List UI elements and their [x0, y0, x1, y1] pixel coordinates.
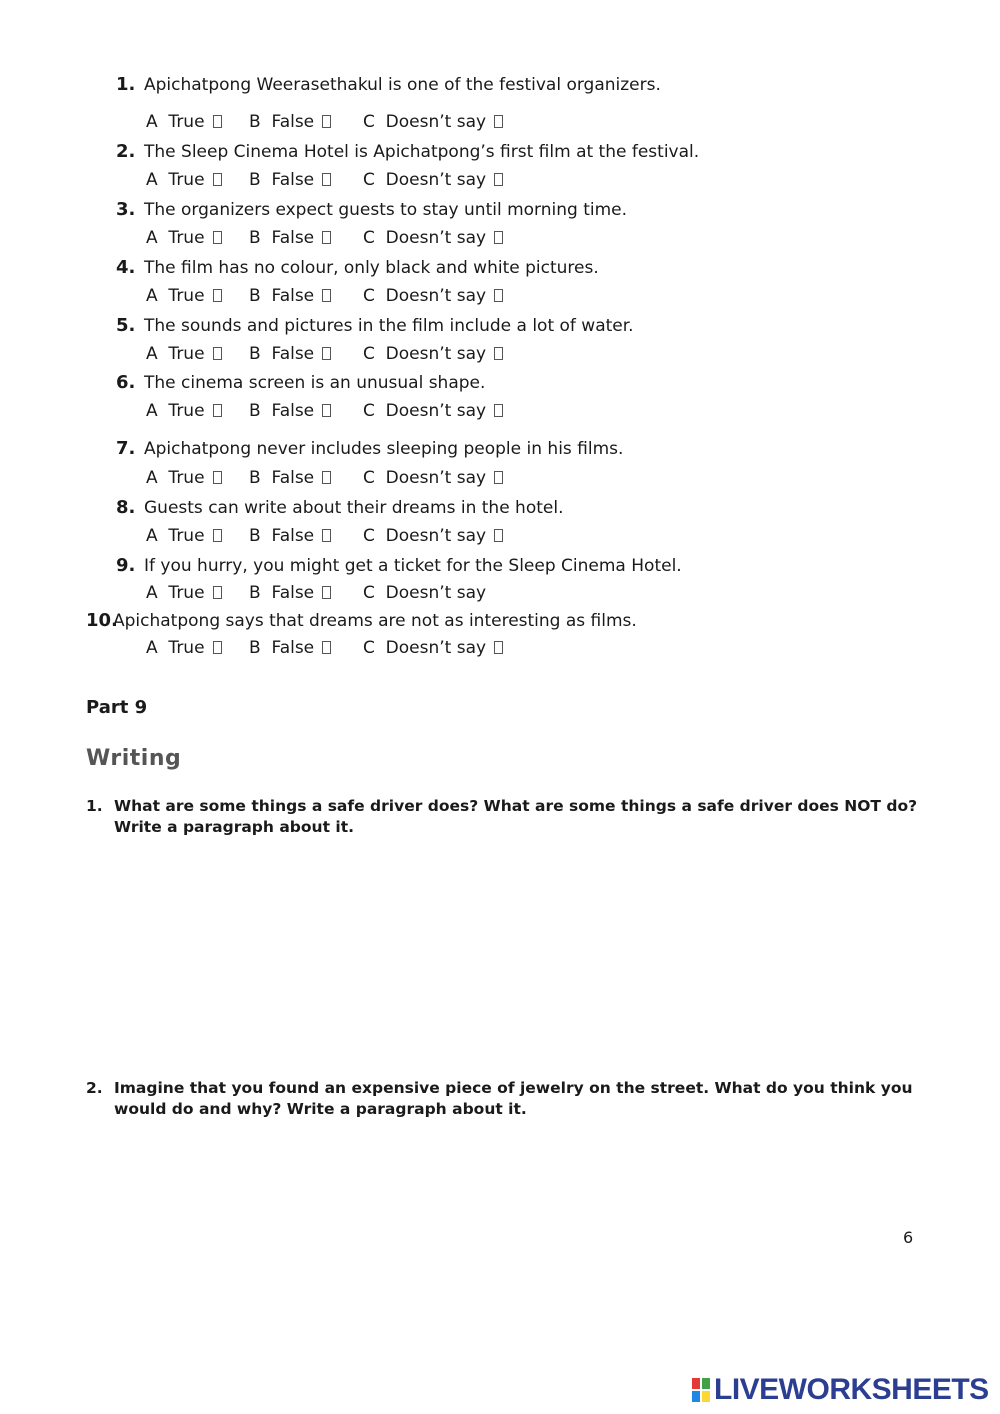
answer-option[interactable]	[249, 344, 331, 364]
checkbox-icon[interactable]	[494, 404, 503, 417]
answer-option-label: B False	[249, 468, 315, 488]
question-3	[116, 199, 627, 220]
answer-option-label: A True	[146, 228, 205, 248]
checkbox-icon[interactable]	[494, 289, 503, 302]
checkbox-icon[interactable]	[494, 115, 503, 128]
answer-option-label: B False	[249, 344, 315, 364]
answer-option-label: B False	[249, 228, 315, 248]
question-number: 7.	[116, 438, 136, 459]
checkbox-icon[interactable]	[213, 347, 222, 360]
answer-option-label: B False	[249, 583, 315, 603]
question-number: 4.	[116, 257, 136, 278]
answer-option-label: A True	[146, 526, 205, 546]
answer-option[interactable]	[146, 638, 222, 658]
answer-option-label: C Doesn’t say	[363, 286, 487, 306]
answer-option[interactable]	[249, 468, 331, 488]
answer-option[interactable]	[146, 468, 222, 488]
answer-option[interactable]	[249, 583, 331, 603]
answer-option[interactable]	[146, 526, 222, 546]
answer-option[interactable]	[249, 286, 331, 306]
answer-option-label: C Doesn’t say	[363, 344, 487, 364]
checkbox-icon[interactable]	[213, 173, 222, 186]
writing-prompt: Imagine that you found an expensive piece of jewelry on the street. What do you think you would do and why? Write a paragraph about it.	[114, 1079, 913, 1118]
answer-option[interactable]	[363, 526, 503, 546]
question-6	[116, 372, 485, 393]
answer-option[interactable]	[363, 583, 486, 603]
answer-option-label: C Doesn’t say	[363, 170, 487, 190]
answer-option[interactable]	[146, 583, 222, 603]
question-text: The Sleep Cinema Hotel is Apichatpong’s first film at the festival.	[144, 142, 700, 162]
question-text: Guests can write about their dreams in the hotel.	[144, 498, 564, 518]
checkbox-icon[interactable]	[213, 115, 222, 128]
writing-number: 1.	[86, 797, 103, 815]
answer-option-label: C Doesn’t say	[363, 468, 487, 488]
question-8	[116, 497, 563, 518]
checkbox-icon[interactable]	[213, 471, 222, 484]
question-9	[116, 555, 682, 576]
answer-option[interactable]	[363, 344, 503, 364]
answer-option-label: A True	[146, 112, 205, 132]
answer-option-label: A True	[146, 401, 205, 421]
answer-option[interactable]	[249, 638, 331, 658]
checkbox-icon[interactable]	[494, 231, 503, 244]
answer-option-label: C Doesn’t say	[363, 112, 487, 132]
question-text: The organizers expect guests to stay until morning time.	[144, 200, 628, 220]
answer-option[interactable]	[146, 401, 222, 421]
question-number: 2.	[116, 141, 136, 162]
answer-option[interactable]	[363, 112, 503, 132]
answer-option-label: C Doesn’t say	[363, 401, 487, 421]
answer-option-label: A True	[146, 638, 205, 658]
checkbox-icon[interactable]	[213, 586, 222, 599]
question-number: 6.	[116, 372, 136, 393]
checkbox-icon[interactable]	[494, 641, 503, 654]
answer-option-label: B False	[249, 112, 315, 132]
writing-question-2	[86, 1078, 926, 1120]
checkbox-icon[interactable]	[322, 586, 331, 599]
question-2	[116, 141, 699, 162]
question-number: 9.	[116, 555, 136, 576]
checkbox-icon[interactable]	[494, 529, 503, 542]
question-number: 3.	[116, 199, 136, 220]
question-text: If you hurry, you might get a ticket for the Sleep Cinema Hotel.	[144, 556, 682, 576]
checkbox-icon[interactable]	[494, 173, 503, 186]
checkbox-icon[interactable]	[213, 641, 222, 654]
question-text: The film has no colour, only black and white pictures.	[144, 258, 599, 278]
question-number: 10.	[86, 610, 118, 631]
question-text: Apichatpong says that dreams are not as interesting as films.	[113, 611, 637, 631]
writing-question-1	[86, 796, 926, 838]
writing-prompt: What are some things a safe driver does? What are some things a safe driver does NOT do? Write a paragraph about it.	[114, 797, 918, 836]
checkbox-icon[interactable]	[322, 471, 331, 484]
answer-option[interactable]	[146, 228, 222, 248]
answer-option-label: A True	[146, 286, 205, 306]
checkbox-icon[interactable]	[322, 231, 331, 244]
section-title: Writing	[86, 746, 182, 771]
answer-option[interactable]	[363, 468, 503, 488]
question-number: 5.	[116, 315, 136, 336]
checkbox-icon[interactable]	[494, 347, 503, 360]
page-number: 6	[903, 1228, 914, 1247]
answer-option[interactable]	[249, 112, 331, 132]
answer-option-label: B False	[249, 401, 315, 421]
answer-option-label: B False	[249, 638, 315, 658]
question-1	[116, 74, 661, 95]
question-7	[116, 438, 623, 459]
question-text: Apichatpong Weerasethakul is one of the festival organizers.	[144, 75, 661, 95]
answer-option[interactable]	[146, 112, 222, 132]
checkbox-icon[interactable]	[322, 404, 331, 417]
answer-option-label: B False	[249, 170, 315, 190]
logo-text: LIVEWORKSHEETS	[714, 1373, 989, 1406]
part-label: Part 9	[86, 697, 148, 718]
question-number: 1.	[116, 74, 136, 95]
answer-option-label: C Doesn’t say	[363, 583, 487, 603]
logo-grid-icon	[692, 1378, 710, 1402]
answer-option[interactable]	[249, 401, 331, 421]
checkbox-icon[interactable]	[213, 404, 222, 417]
question-text: The sounds and pictures in the film include a lot of water.	[144, 316, 634, 336]
checkbox-icon[interactable]	[322, 173, 331, 186]
checkbox-icon[interactable]	[322, 289, 331, 302]
answer-option[interactable]	[363, 228, 503, 248]
answer-option[interactable]	[363, 170, 503, 190]
checkbox-icon[interactable]	[494, 471, 503, 484]
answer-option-label: C Doesn’t say	[363, 228, 487, 248]
checkbox-icon[interactable]	[322, 115, 331, 128]
question-4	[116, 257, 599, 278]
checkbox-icon[interactable]	[322, 641, 331, 654]
answer-option-label: C Doesn’t say	[363, 638, 487, 658]
answer-option[interactable]	[363, 401, 503, 421]
checkbox-icon[interactable]	[322, 347, 331, 360]
question-number: 8.	[116, 497, 136, 518]
answer-option-label: A True	[146, 468, 205, 488]
answer-option-label: B False	[249, 526, 315, 546]
question-text: Apichatpong never includes sleeping people in his films.	[144, 439, 624, 459]
answer-option[interactable]	[363, 638, 503, 658]
checkbox-icon[interactable]	[213, 289, 222, 302]
writing-number: 2.	[86, 1079, 103, 1097]
checkbox-icon[interactable]	[213, 231, 222, 244]
liveworksheets-logo	[692, 1373, 989, 1407]
answer-option[interactable]	[249, 526, 331, 546]
answer-option-label: B False	[249, 286, 315, 306]
answer-option-label: A True	[146, 583, 205, 603]
question-5	[116, 315, 634, 336]
checkbox-icon[interactable]	[213, 529, 222, 542]
answer-option-label: C Doesn’t say	[363, 526, 487, 546]
answer-option[interactable]	[146, 344, 222, 364]
question-10	[86, 610, 637, 631]
answer-option[interactable]	[146, 286, 222, 306]
answer-option[interactable]	[146, 170, 222, 190]
checkbox-icon[interactable]	[322, 529, 331, 542]
answer-option-label: A True	[146, 170, 205, 190]
answer-option[interactable]	[249, 228, 331, 248]
answer-option[interactable]	[249, 170, 331, 190]
answer-option-label: A True	[146, 344, 205, 364]
answer-option[interactable]	[363, 286, 503, 306]
question-text: The cinema screen is an unusual shape.	[144, 373, 486, 393]
